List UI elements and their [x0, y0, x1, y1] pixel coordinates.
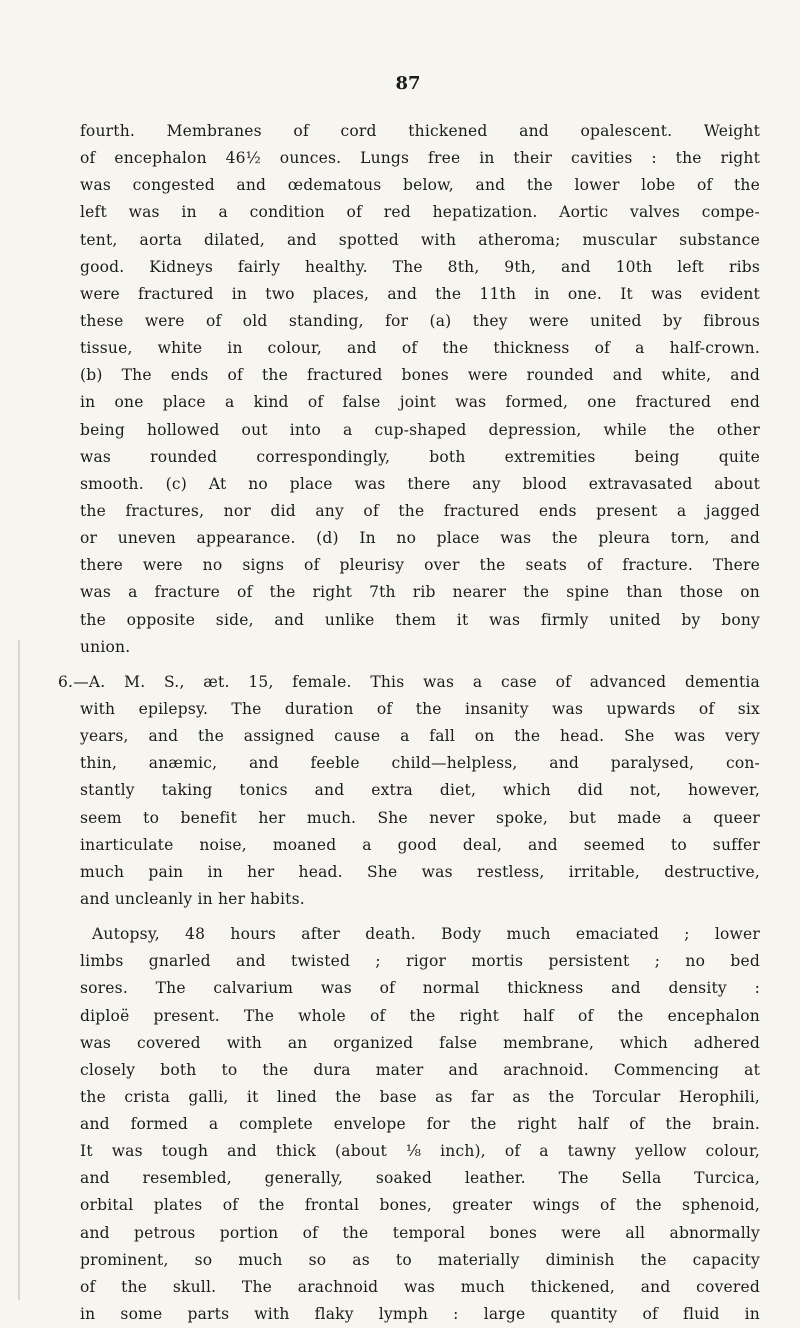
text-line: were fractured in two places, and the 11th in one. It was evident — [80, 284, 760, 303]
paragraph-gap — [80, 661, 760, 669]
text-line: was rounded correspondingly, both extremities being quite — [80, 447, 760, 466]
text-line: of the skull. The arachnoid was much thickened, and covered — [80, 1277, 760, 1296]
paragraph-case-5-continued — [80, 118, 760, 661]
text-line: and resembled, generally, soaked leather. The Sella Turcica, — [80, 1169, 760, 1188]
text-line: thin, anæmic, and feeble child—helpless, and paralysed, con- — [80, 754, 760, 773]
text-line: (b) The ends of the fractured bones were rounded and white, and — [80, 366, 760, 385]
text-line: being hollowed out into a cup-shaped depression, while the other — [80, 420, 760, 439]
text-line: and formed a complete envelope for the right half of the brain. — [80, 1115, 760, 1134]
text-line: tent, aorta dilated, and spotted with atheroma; muscular substance — [80, 230, 760, 249]
text-line: Autopsy, 48 hours after death. Body much emaciated ; lower — [92, 925, 760, 944]
text-line: in some parts with flaky lymph : large quantity of fluid in — [80, 1305, 760, 1324]
text-line: tissue, white in colour, and of the thickness of a half-crown. — [80, 339, 760, 358]
text-line: years, and the assigned cause a fall on the head. She was very — [80, 727, 760, 746]
text-line: diploë present. The whole of the right half of the encephalon — [80, 1006, 760, 1025]
text-line: seem to benefit her much. She never spoke, but made a queer — [80, 808, 760, 827]
paragraph-autopsy — [80, 921, 760, 1328]
paragraph-gap — [80, 913, 760, 921]
text-line: these were of old standing, for (a) they were united by fibrous — [80, 311, 760, 330]
text-line: 6.—A. M. S., æt. 15, female. This was a case of advanced dementia — [58, 672, 760, 691]
text-line: was covered with an organized false membrane, which adhered — [80, 1033, 760, 1052]
text-line: there were no signs of pleurisy over the seats of fracture. There — [80, 556, 760, 575]
paragraph-case-6 — [58, 669, 760, 913]
text-line: or uneven appearance. (d) In no place was the pleura torn, and — [80, 529, 760, 548]
text-line: was a fracture of the right 7th rib nearer the spine than those on — [80, 583, 760, 602]
page-body — [58, 118, 760, 1328]
text-line: closely both to the dura mater and arachnoid. Commencing at — [80, 1060, 760, 1079]
page-number: 87 — [395, 73, 421, 94]
text-line: in one place a kind of false joint was formed, one fractured end — [80, 393, 760, 412]
text-line: smooth. (c) At no place was there any blood extravasated about — [80, 474, 760, 493]
text-line: limbs gnarled and twisted ; rigor mortis persistent ; no bed — [80, 952, 760, 971]
text-line: with epilepsy. The duration of the insanity was upwards of six — [80, 699, 760, 718]
text-line: of encephalon 46½ ounces. Lungs free in their cavities : the right — [80, 149, 760, 168]
text-line: inarticulate noise, moaned a good deal, and seemed to suffer — [80, 835, 760, 854]
text-line: It was tough and thick (about ⅛ inch), of a tawny yellow colour, — [80, 1142, 760, 1161]
text-line: union. — [80, 637, 131, 656]
text-line: orbital plates of the frontal bones, greater wings of the sphenoid, — [80, 1196, 760, 1215]
text-line: the fractures, nor did any of the fractured ends present a jagged — [80, 501, 760, 520]
text-line: and petrous portion of the temporal bones were all abnormally — [80, 1223, 760, 1242]
text-line: prominent, so much so as to materially diminish the capacity — [80, 1250, 760, 1269]
text-line: was congested and œdematous below, and the lower lobe of the — [80, 176, 760, 195]
text-line: much pain in her head. She was restless, irritable, destructive, — [80, 862, 760, 881]
text-line: fourth. Membranes of cord thickened and opalescent. Weight — [80, 122, 760, 140]
text-line: the crista galli, it lined the base as far as the Torcular Herophili, — [80, 1087, 760, 1106]
text-line: left was in a condition of red hepatization. Aortic valves compe- — [80, 203, 760, 222]
text-line: the opposite side, and unlike them it was firmly united by bony — [80, 610, 760, 629]
text-line: good. Kidneys fairly healthy. The 8th, 9th, and 10th left ribs — [80, 257, 760, 276]
text-line: and uncleanly in her habits. — [80, 889, 305, 908]
text-line: sores. The calvarium was of normal thickness and density : — [80, 979, 760, 998]
page-edge-shadow — [18, 640, 20, 1300]
text-line: stantly taking tonics and extra diet, which did not, however, — [80, 781, 760, 800]
